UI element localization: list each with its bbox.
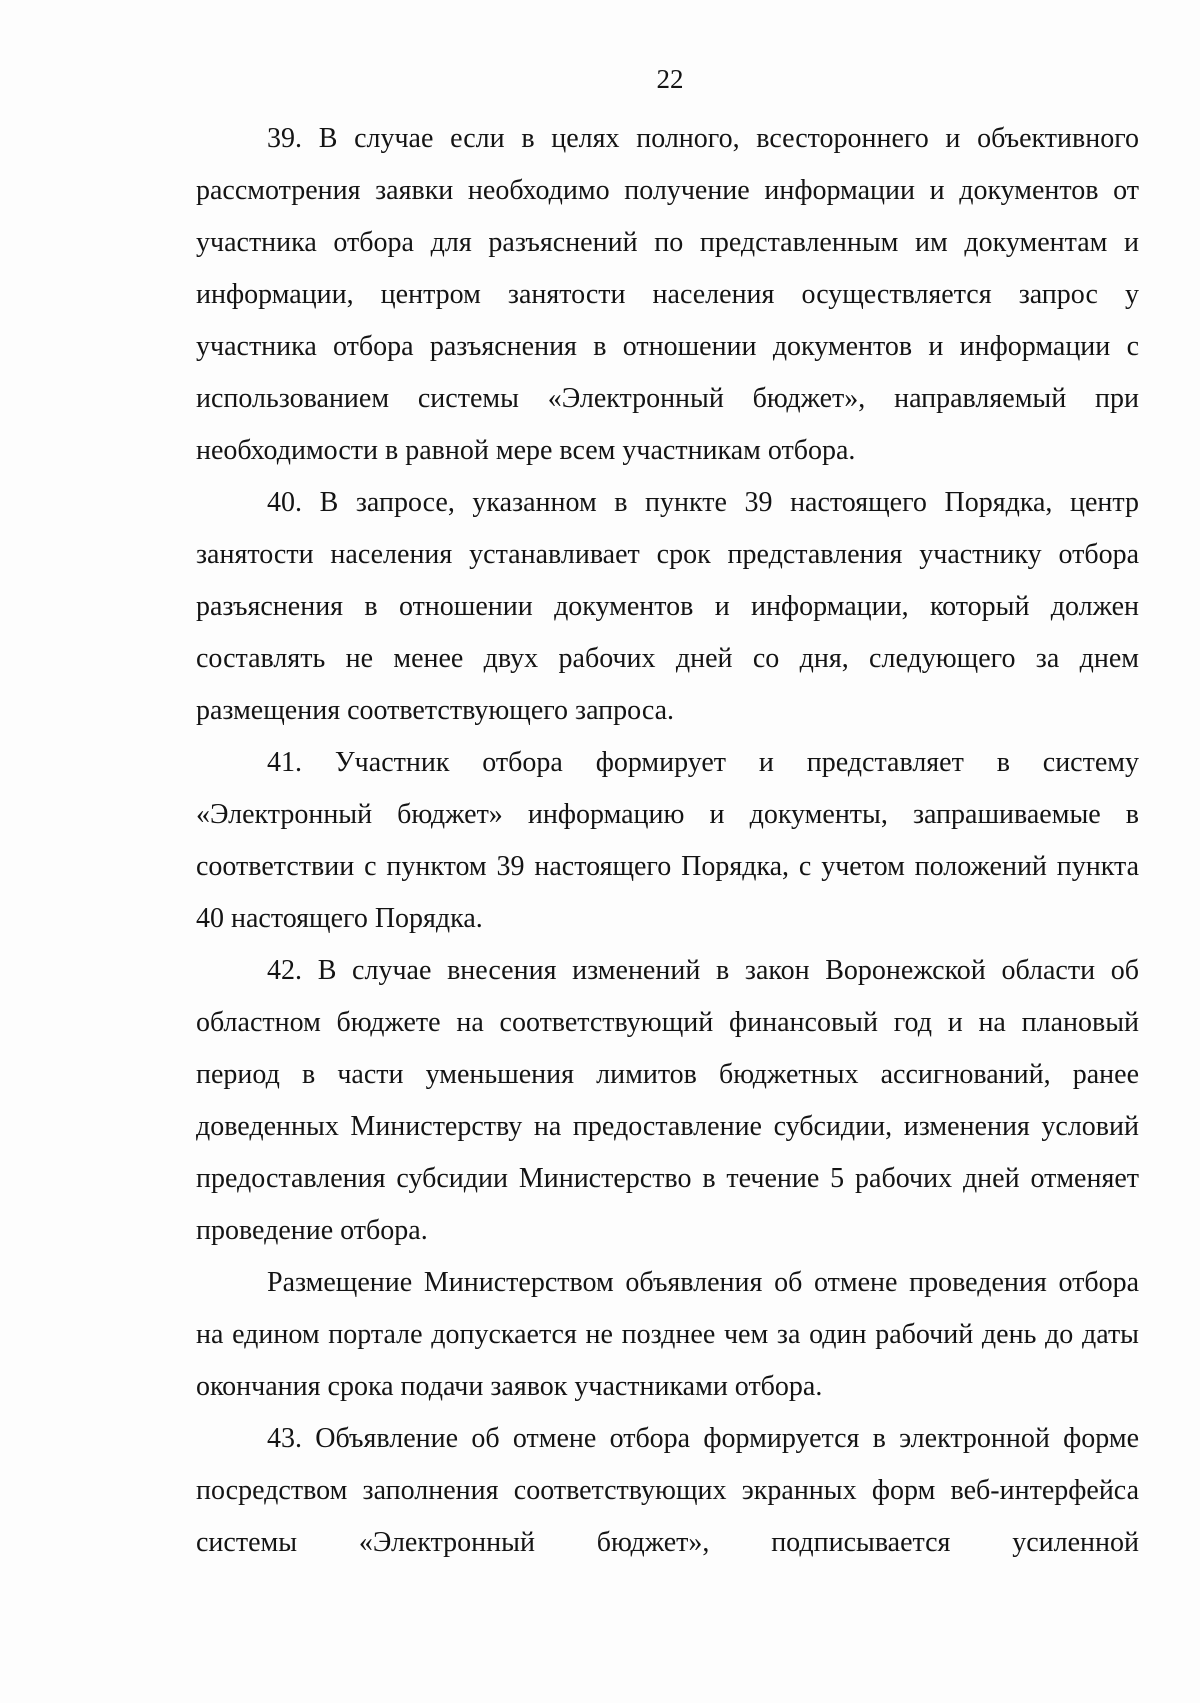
paragraph-39: 39. В случае если в целях полного, всестороннего и объективного рассмотрения заявки необходимо получение информации и документов от участника отбора для разъяснений по представленным им документам и информации, центром занятости населения осуществляется запрос у участника отбора разъяснения в отношении документов и информации с использованием системы «Электронный бюджет», направляемый при необходимости в равной мере всем участникам отбора. [196, 123, 1139, 466]
paragraph-41: 41. Участник отбора формирует и представляет в систему «Электронный бюджет» информацию и документы, запрашиваемые в соответствии с пунктом 39 настоящего Порядка, с учетом положений пункта 40 настоящего Порядка. [196, 747, 1139, 934]
paragraph-43: 43. Объявление об отмене отбора формируется в электронной форме посредством заполнения соответствующих экранных форм веб-интерфейса системы «Электронный бюджет», подписывается усиленной [196, 1423, 1139, 1558]
paragraph-42-cancellation-notice: Размещение Министерством объявления об отмене проведения отбора на едином портале допускается не позднее чем за один рабочий день до даты окончания срока подачи заявок участниками отбора. [196, 1267, 1139, 1402]
paragraph-42: 42. В случае внесения изменений в закон Воронежской области об областном бюджете на соответствующий финансовый год и на плановый период в части уменьшения лимитов бюджетных ассигнований, ранее доведенных Министерству на предоставление субсидии, изменения условий предоставления субсидии Министерство в течение 5 рабочих дней отменяет проведение отбора. [196, 955, 1139, 1246]
document-body [196, 113, 1139, 1569]
page-number: 22 [656, 64, 684, 94]
paragraph-40: 40. В запросе, указанном в пункте 39 настоящего Порядка, центр занятости населения устанавливает срок представления участнику отбора разъяснения в отношении документов и информации, который должен составлять не менее двух рабочих дней со дня, следующего за днем размещения соответствующего запроса. [196, 487, 1139, 726]
